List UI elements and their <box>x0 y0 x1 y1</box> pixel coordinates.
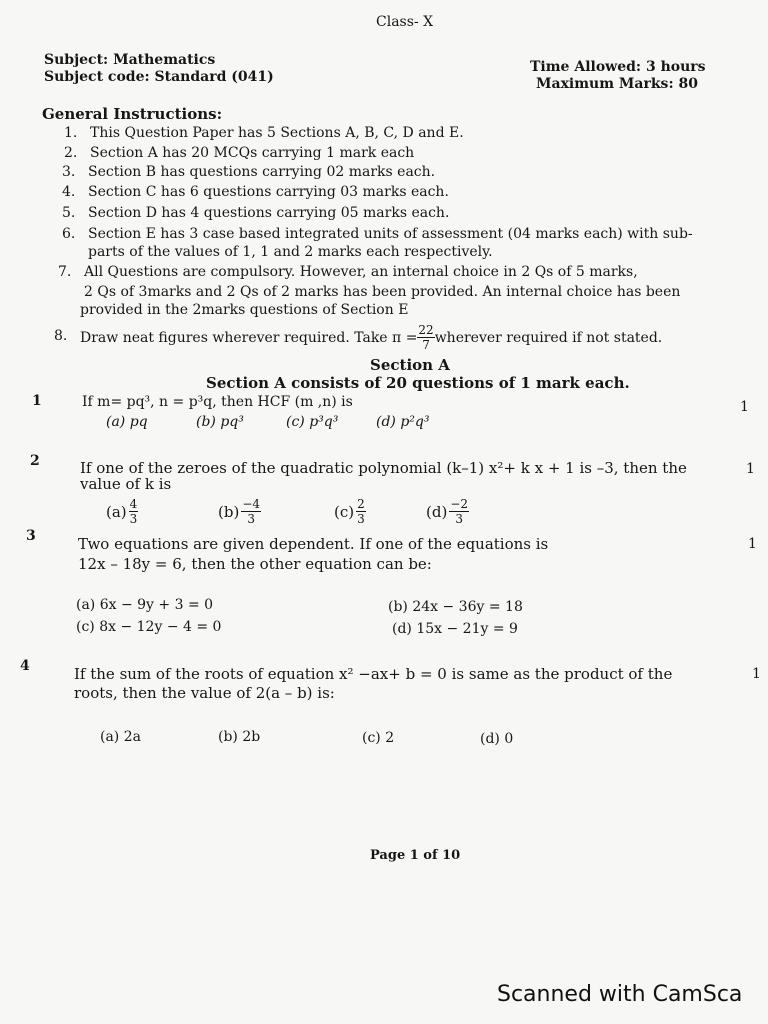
option-c: (c) 8x − 12y − 4 = 0 <box>76 619 222 635</box>
option-a: (a) 6x − 9y + 3 = 0 <box>76 597 214 613</box>
maximum-marks: Maximum Marks: 80 <box>536 76 698 92</box>
instruction-number: 2. <box>64 145 78 161</box>
option-fraction <box>356 498 366 525</box>
fraction-denominator: 3 <box>129 512 138 526</box>
option-b <box>218 498 261 525</box>
option-b: (b) 24x − 36y = 18 <box>388 599 523 615</box>
question-text: If the sum of the roots of equation x² −ax+ b = 0 is same as the product of the <box>74 665 673 683</box>
page-number: Page 1 of 10 <box>370 848 461 863</box>
option-d <box>426 498 469 525</box>
option-c <box>334 498 366 525</box>
option-d: (d) 0 <box>480 731 514 747</box>
question-text: value of k is <box>80 475 172 493</box>
instruction-text: parts of the values of 1, 1 and 2 marks each respectively. <box>88 244 493 260</box>
instruction-number: 3. <box>62 164 76 180</box>
question-number: 3 <box>26 528 36 544</box>
question-marks: 1 <box>746 461 755 477</box>
instruction-text: This Question Paper has 5 Sections A, B, C, D and E. <box>90 125 464 141</box>
subject-code: Subject code: Standard (041) <box>44 69 274 85</box>
question-marks: 1 <box>740 399 749 415</box>
option-label: (d) <box>426 502 448 521</box>
instruction-text: Section B has questions carrying 02 marks each. <box>88 164 436 180</box>
instruction-number: 6. <box>62 226 76 242</box>
instruction-text: 2 Qs of 3marks and 2 Qs of 2 marks has been provided. An internal choice has been <box>84 284 681 300</box>
fraction-numerator: −2 <box>450 497 469 511</box>
option-a <box>106 498 138 525</box>
question-marks: 1 <box>752 666 761 682</box>
question-text: If one of the zeroes of the quadratic polynomial (k–1) x²+ k x + 1 is –3, then the <box>80 459 687 477</box>
instruction-text <box>80 324 662 351</box>
instruction-number: 1. <box>64 125 78 141</box>
fraction-numerator: 4 <box>129 497 138 511</box>
option-label: (c) <box>334 502 355 521</box>
option-a: (a) 2a <box>100 729 141 745</box>
option-d: (d) p²q³ <box>376 414 430 430</box>
instruction-text-before: Draw neat figures wherever required. Take π = <box>80 329 418 346</box>
instruction-text-after: wherever required if not stated. <box>434 329 663 346</box>
fraction-denominator: 3 <box>247 512 255 526</box>
fraction-numerator: 2 <box>357 497 365 511</box>
option-d: (d) 15x − 21y = 9 <box>392 621 518 637</box>
pi-numerator: 22 <box>418 323 434 337</box>
option-fraction <box>241 498 261 525</box>
fraction-denominator: 3 <box>357 512 365 526</box>
instruction-text: Section A has 20 MCQs carrying 1 mark each <box>90 145 415 161</box>
pi-denominator: 7 <box>422 338 430 352</box>
instructions-title: General Instructions: <box>42 105 223 123</box>
instruction-text: Section D has 4 questions carrying 05 marks each. <box>88 205 450 221</box>
question-number: 4 <box>20 658 30 674</box>
option-c: (c) p³q³ <box>286 414 339 430</box>
option-fraction <box>449 498 469 525</box>
instruction-text: Section E has 3 case based integrated units of assessment (04 marks each) with sub- <box>88 226 693 242</box>
question-marks: 1 <box>748 536 757 552</box>
scanner-watermark: Scanned with CamSca <box>497 982 743 1007</box>
option-label: (a) <box>106 502 127 521</box>
option-b: (b) pq³ <box>196 414 244 430</box>
subject-label: Subject: Mathematics <box>44 52 216 68</box>
question-number: 1 <box>32 393 42 409</box>
class-label: Class- X <box>376 14 434 30</box>
question-text: If m= pq³, n = p³q, then HCF (m ,n) is <box>82 394 353 410</box>
question-text: roots, then the value of 2(a – b) is: <box>74 684 335 702</box>
option-a: (a) pq <box>106 414 148 430</box>
instruction-number: 8. <box>54 328 68 344</box>
section-subtitle: Section A consists of 20 questions of 1 mark each. <box>206 374 630 392</box>
question-number: 2 <box>30 453 40 469</box>
pi-fraction <box>417 324 434 351</box>
time-allowed: Time Allowed: 3 hours <box>530 59 706 75</box>
instruction-number: 7. <box>58 264 72 280</box>
instruction-text: Section C has 6 questions carrying 03 marks each. <box>88 184 449 200</box>
fraction-denominator: 3 <box>455 512 463 526</box>
instruction-number: 4. <box>62 184 76 200</box>
instruction-number: 5. <box>62 205 76 221</box>
instruction-text: provided in the 2marks questions of Section E <box>80 302 409 318</box>
section-title: Section A <box>370 356 450 374</box>
question-text: 12x – 18y = 6, then the other equation can be: <box>78 555 432 573</box>
instruction-text: All Questions are compulsory. However, an internal choice in 2 Qs of 5 marks, <box>84 264 638 280</box>
question-text: Two equations are given dependent. If one of the equations is <box>78 535 549 553</box>
option-c: (c) 2 <box>362 730 395 746</box>
option-label: (b) <box>218 502 240 521</box>
option-fraction <box>129 498 139 525</box>
fraction-numerator: −4 <box>242 497 261 511</box>
option-b: (b) 2b <box>218 729 261 745</box>
